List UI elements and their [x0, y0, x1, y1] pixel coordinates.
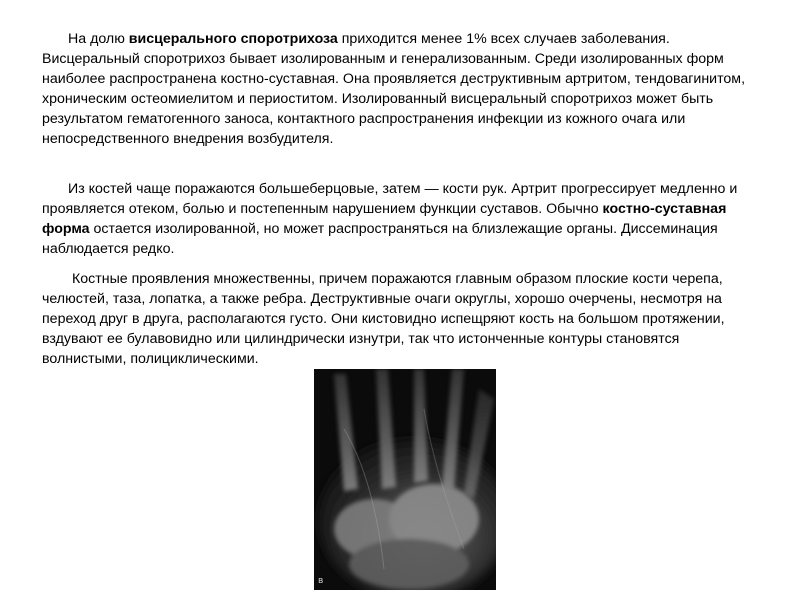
paragraph-3-text: Костные проявления множественны, причем поражаются главным образом плоские кости черепа, челюстей, таза, лопатка, а также ребра. Деструктивные очаги округлы, хорошо очерчены, несмотря на переход друг в друга, располагаются густо. Они кистовидно испещряют кость на большом протяжении, вздувают ее булавовидно или цилиндрически изнутри, так что истонченные контуры становятся волнистыми, полициклическими. — [42, 271, 725, 367]
paragraph-1 — [42, 29, 764, 149]
paragraph-2 — [42, 179, 764, 259]
paragraph-3 — [42, 269, 764, 369]
xray-hand-bones-graphic — [314, 369, 496, 590]
paragraph-1-bold-term: висцерального споротрихоза — [128, 31, 338, 47]
paragraph-1-text-end: приходится менее 1% всех случаев заболевания. Висцеральный споротрихоз бывает изолированным и генерализованным. Среди изолированных форм наиболее распространена костно-суставная. Она проявляется деструктивным артритом, тендовагинитом, хроническим остеомиелитом и периоститом. Изолированный висцеральный споротрихоз может быть результатом гематогенного заноса, контактного распространения инфекции из кожного очага или непосредственного внедрения возбудителя. — [42, 31, 746, 147]
figure-label: в — [318, 576, 324, 586]
paragraph-2-text-start: Из костей чаще поражаются большеберцовые, затем — кости рук. Артрит прогрессирует медленно и проявляется отеком, болью и постепенным нарушением функции суставов. Обычно — [42, 181, 738, 217]
paragraph-2-bold-term: костно-суставная форма — [42, 201, 727, 237]
xray-image — [314, 369, 496, 590]
paragraph-2-text-end: остается изолированной, но может распространяться на близлежащие органы. Диссеминация наблюдается редко. — [42, 221, 718, 257]
paragraph-1-text-start: На долю — [68, 31, 129, 47]
